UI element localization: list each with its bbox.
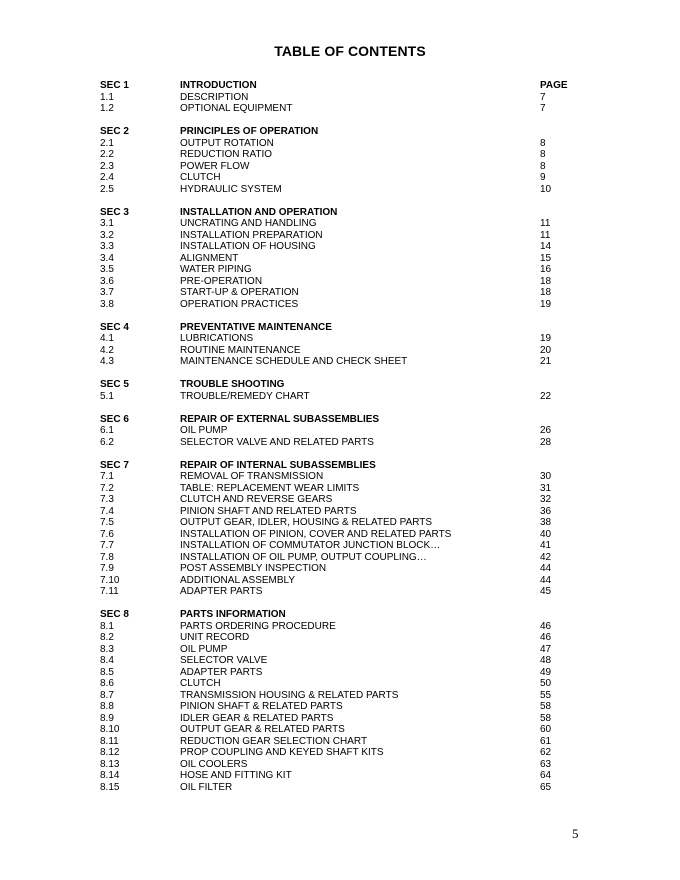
entry-title: INSTALLATION OF HOUSING [180,241,316,252]
entry-page: 9 [540,172,546,183]
toc-section [100,126,580,195]
section-heading [100,126,580,138]
entry-page: 19 [540,333,552,344]
toc-entry [100,552,580,564]
entry-page: 58 [540,701,552,712]
entry-page: 18 [540,275,552,287]
toc-entry [100,770,580,782]
entry-title: ALIGNMENT [180,252,239,264]
toc-entry [100,759,580,771]
entry-number: 2.1 [100,137,114,149]
entry-number: 7.8 [100,551,114,563]
entry-page: 19 [540,298,552,310]
toc-entry [100,345,580,357]
toc-entry [100,471,580,483]
entry-number: 7.4 [100,505,114,517]
page-column-label: PAGE [540,80,568,91]
toc-entry [100,287,580,299]
entry-page: 7 [540,91,546,103]
page-number: 5 [572,826,579,841]
entry-page: 16 [540,264,552,275]
entry-page: 40 [540,528,552,540]
toc-entry [100,184,580,196]
entry-title: LUBRICATIONS [180,333,254,344]
toc-entry [100,356,580,368]
toc-entry [100,701,580,713]
section-title: PRINCIPLES OF OPERATION [180,126,319,137]
entry-title: ADAPTER PARTS [180,586,263,597]
entry-number: 3.8 [100,298,114,310]
entry-number: 8.3 [100,643,114,655]
entry-number: 8.4 [100,655,114,666]
toc-entry [100,230,580,242]
entry-number: 3.1 [100,218,114,229]
section-heading [100,207,580,219]
entry-title: UNIT RECORD [180,632,250,643]
entry-title: HOSE AND FITTING KIT [180,770,292,781]
entry-number: 2.3 [100,160,114,172]
section-number: SEC 2 [100,126,129,137]
entry-number: 7.10 [100,574,120,586]
entry-number: 4.3 [100,356,114,367]
entry-number: 7.3 [100,494,114,505]
table-of-contents [100,80,580,805]
toc-entry [100,782,580,794]
entry-title: CLUTCH [180,172,221,183]
entry-number: 7.7 [100,540,114,551]
toc-entry [100,253,580,265]
entry-title: INSTALLATION OF COMMUTATOR JUNCTION BLOCK… [180,540,441,551]
entry-page: 30 [540,471,552,482]
entry-title: OPERATION PRACTICES [180,298,299,310]
section-title: PREVENTATIVE MAINTENANCE [180,321,332,333]
entry-page: 14 [540,241,552,252]
entry-page: 26 [540,425,552,436]
toc-entry [100,667,580,679]
entry-page: 10 [540,183,552,195]
entry-title: INSTALLATION OF PINION, COVER AND RELATED PARTS [180,528,452,540]
entry-title: POWER FLOW [180,160,250,172]
entry-number: 7.9 [100,563,114,574]
section-heading [100,80,580,92]
entry-number: 8.7 [100,689,114,701]
entry-number: 8.13 [100,758,120,770]
toc-entry [100,736,580,748]
entry-page: 62 [540,747,552,758]
entry-page: 45 [540,586,552,597]
entry-title: OIL PUMP [180,425,228,436]
entry-page: 11 [540,218,551,229]
entry-title: DESCRIPTION [180,91,249,103]
entry-number: 8.12 [100,747,120,758]
entry-page: 41 [540,540,552,551]
entry-number: 3.6 [100,275,114,287]
section-number: SEC 3 [100,206,129,218]
entry-page: 8 [540,149,546,160]
entry-page: 32 [540,494,552,505]
entry-title: IDLER GEAR & RELATED PARTS [180,712,334,724]
entry-number: 3.3 [100,241,114,252]
entry-title: TROUBLE/REMEDY CHART [180,390,310,402]
entry-number: 1.1 [100,91,114,103]
entry-number: 8.9 [100,712,114,724]
toc-section [100,379,580,402]
toc-entry [100,575,580,587]
entry-number: 2.2 [100,149,114,160]
entry-title: TABLE: REPLACEMENT WEAR LIMITS [180,482,360,494]
entry-page: 11 [540,229,551,241]
section-title: INSTALLATION AND OPERATION [180,206,338,218]
entry-title: SELECTOR VALVE [180,655,268,666]
entry-title: UNCRATING AND HANDLING [180,218,317,229]
section-number: SEC 7 [100,459,129,471]
toc-entry [100,540,580,552]
section-number: SEC 6 [100,413,129,425]
toc-entry [100,437,580,449]
entry-page: 65 [540,781,552,793]
entry-title: SELECTOR VALVE AND RELATED PARTS [180,436,374,448]
entry-number: 6.1 [100,425,114,436]
toc-entry [100,586,580,598]
toc-entry [100,644,580,656]
toc-entry [100,172,580,184]
toc-entry [100,241,580,253]
toc-entry [100,621,580,633]
entry-page: 22 [540,390,552,402]
entry-page: 46 [540,632,552,643]
section-heading [100,379,580,391]
section-title: INTRODUCTION [180,80,257,91]
entry-number: 8.6 [100,678,114,689]
entry-page: 55 [540,689,552,701]
entry-number: 3.7 [100,287,114,298]
entry-number: 8.15 [100,781,120,793]
entry-number: 1.2 [100,103,114,114]
entry-title: PINION SHAFT & RELATED PARTS [180,701,343,712]
entry-page: 8 [540,160,546,172]
toc-section [100,80,580,115]
entry-number: 8.8 [100,701,114,712]
section-heading [100,460,580,472]
entry-number: 8.2 [100,632,114,643]
entry-title: OPTIONAL EQUIPMENT [180,103,293,114]
entry-page: 44 [540,574,552,586]
toc-entry [100,517,580,529]
entry-title: OUTPUT ROTATION [180,137,274,149]
entry-page: 58 [540,712,552,724]
entry-title: REMOVAL OF TRANSMISSION [180,471,324,482]
entry-page: 47 [540,643,552,655]
toc-entry [100,678,580,690]
entry-title: INSTALLATION OF OIL PUMP, OUTPUT COUPLING… [180,551,427,563]
section-number: SEC 5 [100,379,129,390]
toc-entry [100,218,580,230]
entry-number: 8.1 [100,620,114,632]
entry-title: ADDITIONAL ASSEMBLY [180,574,296,586]
entry-title: PARTS ORDERING PROCEDURE [180,620,336,632]
entry-title: ADAPTER PARTS [180,666,263,678]
entry-number: 7.11 [100,586,119,597]
toc-entry [100,149,580,161]
toc-entry [100,506,580,518]
toc-entry [100,529,580,541]
toc-entry [100,483,580,495]
entry-title: POST ASSEMBLY INSPECTION [180,563,327,574]
section-heading [100,414,580,426]
toc-entry [100,713,580,725]
entry-number: 6.2 [100,436,114,448]
entry-number: 8.11 [100,735,119,747]
entry-page: 8 [540,137,546,149]
entry-title: REDUCTION GEAR SELECTION CHART [180,735,368,747]
toc-entry [100,724,580,736]
entry-title: WATER PIPING [180,264,252,275]
toc-entry [100,655,580,667]
entry-page: 15 [540,252,552,264]
entry-title: START-UP & OPERATION [180,287,299,298]
section-number: SEC 1 [100,80,129,91]
page-title: TABLE OF CONTENTS [274,43,426,59]
entry-title: PRE-OPERATION [180,275,263,287]
section-heading [100,322,580,334]
entry-page: 28 [540,436,552,448]
entry-number: 4.1 [100,333,114,344]
toc-entry [100,276,580,288]
entry-title: OUTPUT GEAR & RELATED PARTS [180,724,345,735]
entry-page: 60 [540,724,552,735]
entry-title: CLUTCH [180,678,221,689]
toc-entry [100,161,580,173]
toc-entry [100,391,580,403]
toc-section [100,207,580,311]
entry-page: 50 [540,678,552,689]
entry-title: MAINTENANCE SCHEDULE AND CHECK SHEET [180,356,408,367]
toc-entry [100,333,580,345]
entry-number: 2.5 [100,183,114,195]
entry-title: PROP COUPLING AND KEYED SHAFT KITS [180,747,384,758]
entry-title: OIL FILTER [180,781,233,793]
entry-page: 64 [540,770,552,781]
entry-number: 3.5 [100,264,114,275]
entry-title: OIL PUMP [180,643,228,655]
toc-section [100,414,580,449]
toc-section [100,609,580,793]
toc-entry [100,299,580,311]
entry-page: 18 [540,287,552,298]
entry-page: 20 [540,344,552,356]
entry-number: 7.5 [100,517,114,528]
entry-page: 49 [540,666,552,678]
entry-number: 7.6 [100,528,114,540]
entry-number: 7.1 [100,471,114,482]
entry-title: TRANSMISSION HOUSING & RELATED PARTS [180,689,399,701]
entry-page: 61 [540,735,552,747]
toc-entry [100,92,580,104]
entry-page: 7 [540,103,546,114]
entry-page: 38 [540,517,552,528]
toc-entry [100,690,580,702]
entry-number: 3.4 [100,252,114,264]
entry-page: 36 [540,505,552,517]
entry-number: 5.1 [100,390,114,402]
entry-title: ROUTINE MAINTENANCE [180,344,301,356]
entry-page: 48 [540,655,552,666]
entry-number: 2.4 [100,172,114,183]
entry-page: 44 [540,563,552,574]
entry-title: CLUTCH AND REVERSE GEARS [180,494,333,505]
section-heading [100,609,580,621]
toc-entry [100,563,580,575]
entry-number: 8.5 [100,666,114,678]
entry-page: 31 [540,482,552,494]
section-number: SEC 4 [100,321,129,333]
section-title: REPAIR OF INTERNAL SUBASSEMBLIES [180,459,376,471]
entry-page: 63 [540,758,552,770]
entry-number: 3.2 [100,229,114,241]
entry-page: 46 [540,620,552,632]
toc-section [100,460,580,598]
toc-entry [100,747,580,759]
section-title: TROUBLE SHOOTING [180,379,285,390]
entry-page: 21 [540,356,552,367]
entry-title: OUTPUT GEAR, IDLER, HOUSING & RELATED PARTS [180,517,433,528]
toc-entry [100,494,580,506]
entry-number: 7.2 [100,482,114,494]
section-number: SEC 8 [100,609,129,620]
toc-entry [100,103,580,115]
section-title: PARTS INFORMATION [180,609,286,620]
toc-entry [100,138,580,150]
toc-entry [100,425,580,437]
entry-title: INSTALLATION PREPARATION [180,229,323,241]
toc-entry [100,632,580,644]
entry-title: PINION SHAFT AND RELATED PARTS [180,505,357,517]
toc-entry [100,264,580,276]
entry-number: 8.14 [100,770,120,781]
entry-number: 4.2 [100,344,114,356]
entry-title: REDUCTION RATIO [180,149,273,160]
section-title: REPAIR OF EXTERNAL SUBASSEMBLIES [180,413,380,425]
toc-section [100,322,580,368]
entry-page: 42 [540,551,552,563]
entry-title: HYDRAULIC SYSTEM [180,183,282,195]
entry-title: OIL COOLERS [180,758,248,770]
entry-number: 8.10 [100,724,120,735]
